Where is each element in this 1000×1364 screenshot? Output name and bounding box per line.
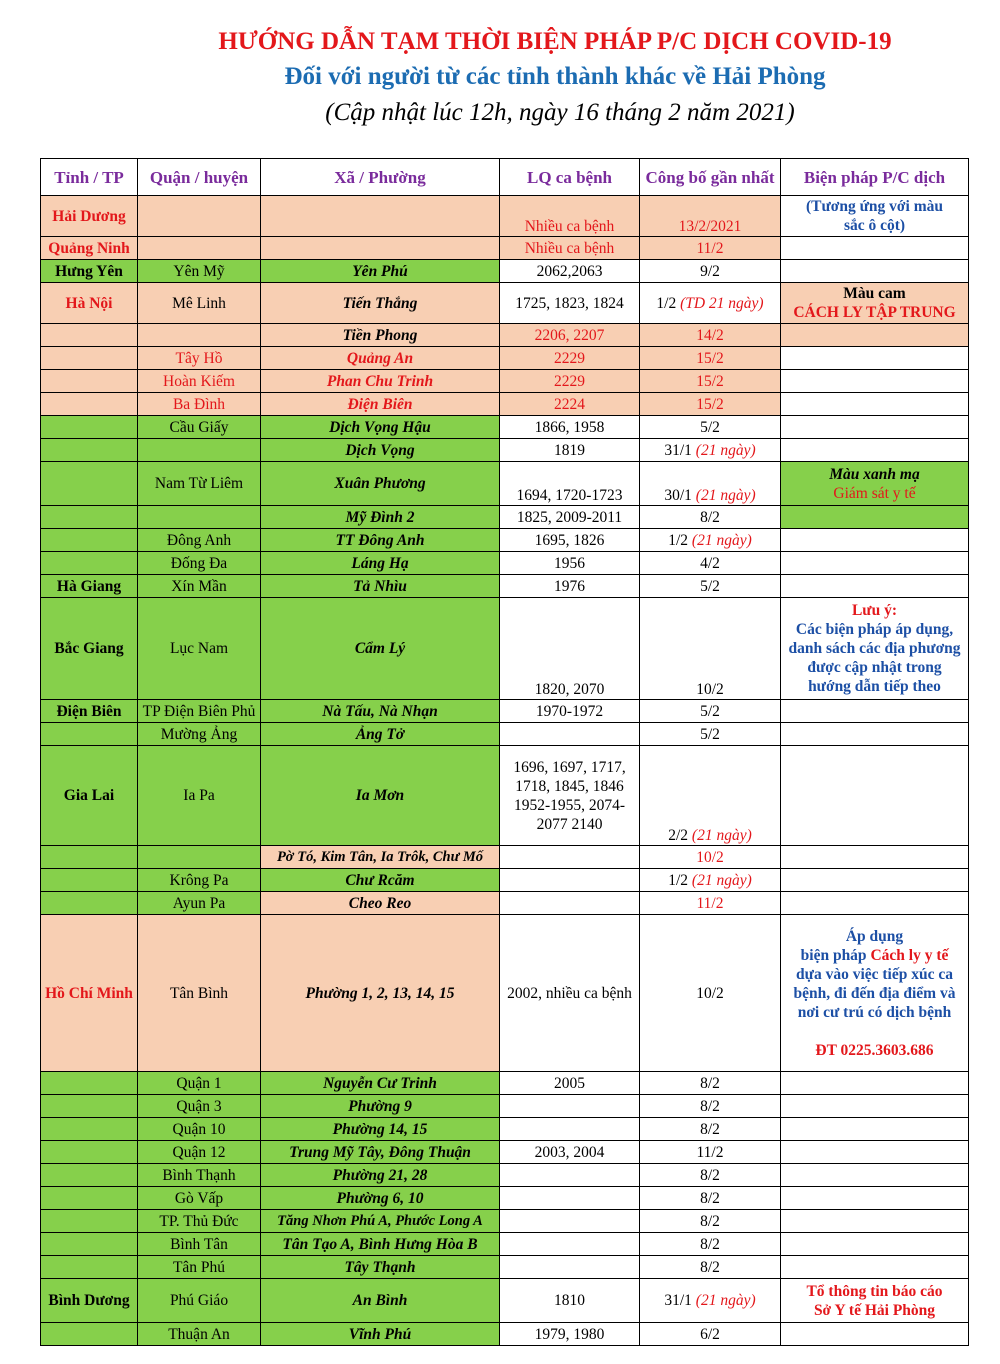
cell-province — [41, 1095, 138, 1118]
cell-province — [41, 529, 138, 552]
orange-action: CÁCH LY TẬP TRUNG — [793, 304, 956, 321]
measure-orange — [781, 283, 969, 324]
cell-date: 5/2 — [640, 723, 781, 746]
cell-district: Bình Tân — [138, 1233, 261, 1256]
cell-cases: 2005 — [500, 1072, 640, 1095]
cell-measure — [781, 237, 969, 260]
cell-district: Tân Bình — [138, 915, 261, 1072]
cell-cases — [500, 1118, 640, 1141]
cell-ward — [261, 237, 500, 260]
cell-cases: 1810 — [500, 1279, 640, 1323]
date-note: (21 ngày) — [695, 1292, 756, 1309]
cell-date: 11/2 — [640, 1141, 781, 1164]
cell-province — [41, 439, 138, 462]
cell-district: Mường Ảng — [138, 723, 261, 746]
table-row — [41, 196, 969, 237]
cell-ward: Tân Tạo A, Bình Hưng Hòa B — [261, 1233, 500, 1256]
cell-cases — [500, 1095, 640, 1118]
cell-district: Cầu Giấy — [138, 416, 261, 439]
table-row — [41, 1233, 969, 1256]
cell-district: Thuận An — [138, 1323, 261, 1346]
cell-date — [640, 462, 781, 506]
cell-district: TP. Thủ Đức — [138, 1210, 261, 1233]
cell-date — [640, 529, 781, 552]
table-row — [41, 869, 969, 892]
cell-date: 8/2 — [640, 1187, 781, 1210]
cell-province — [41, 1118, 138, 1141]
cell-ward: Nguyễn Cư Trinh — [261, 1072, 500, 1095]
cell-date — [640, 869, 781, 892]
cell-measure — [781, 700, 969, 723]
date-value: 1/2 — [668, 531, 689, 549]
cell-ward: An Bình — [261, 1279, 500, 1323]
cell-district: Bình Thạnh — [138, 1164, 261, 1187]
table-row — [41, 439, 969, 462]
table-row — [41, 1210, 969, 1233]
cell-date: 8/2 — [640, 1095, 781, 1118]
table-row — [41, 598, 969, 700]
cell-ward: Ảng Tở — [261, 723, 500, 746]
cell-date: 5/2 — [640, 575, 781, 598]
cell-province: Bình Dương — [41, 1279, 138, 1323]
cell-cases: 1695, 1826 — [500, 529, 640, 552]
cell-province — [41, 462, 138, 506]
cell-district — [138, 324, 261, 347]
cell-date: 5/2 — [640, 416, 781, 439]
cell-cases: 1694, 1720-1723 — [500, 462, 640, 506]
col-header: Công bố gần nhất — [640, 159, 781, 196]
cell-ward: Phan Chu Trinh — [261, 370, 500, 393]
date-value: 2/2 — [668, 827, 689, 844]
cell-province: Gia Lai — [41, 746, 138, 846]
cell-province — [41, 1072, 138, 1095]
cell-district: Yên Mỹ — [138, 260, 261, 283]
date-value: 1/2 — [656, 294, 677, 312]
cell-date — [640, 1279, 781, 1323]
cell-measure — [781, 347, 969, 370]
cell-ward: Quảng An — [261, 347, 500, 370]
cell-province — [41, 1323, 138, 1346]
cell-district — [138, 439, 261, 462]
cell-measure — [781, 324, 969, 347]
apply-line-1: Áp dụng — [845, 927, 904, 945]
cell-province — [41, 1210, 138, 1233]
table-row — [41, 700, 969, 723]
table-row — [41, 462, 969, 506]
cell-province — [41, 846, 138, 869]
date-note: (TD 21 ngày) — [680, 294, 764, 312]
table-row — [41, 370, 969, 393]
cell-date: 10/2 — [640, 598, 781, 700]
measure-apply — [781, 915, 969, 1072]
date-value: 1/2 — [668, 871, 689, 889]
cell-cases — [500, 1233, 640, 1256]
cell-district: Quận 1 — [138, 1072, 261, 1095]
update-time: (Cập nhật lúc 12h, ngày 16 tháng 2 năm 2021) — [325, 99, 795, 126]
cell-date — [640, 746, 781, 846]
apply-line-2: biện pháp — [800, 946, 867, 964]
table-row — [41, 529, 969, 552]
cell-date: 15/2 — [640, 370, 781, 393]
cell-ward: TT Đông Anh — [261, 529, 500, 552]
date-value: 31/1 — [664, 441, 692, 459]
cell-measure — [781, 1118, 969, 1141]
cell-ward: Dịch Vọng Hậu — [261, 416, 500, 439]
cell-district: Ia Pa — [138, 746, 261, 846]
cell-cases: 1820, 2070 — [500, 598, 640, 700]
measure-report: Tổ thông tin báo cáo Sở Y tế Hải Phòng — [781, 1279, 969, 1323]
cell-province: Hưng Yên — [41, 260, 138, 283]
table-row — [41, 1164, 969, 1187]
cell-cases — [500, 846, 640, 869]
page-title: HƯỚNG DẪN TẠM THỜI BIỆN PHÁP P/C DỊCH COVID-19 — [218, 28, 892, 55]
cell-ward: Tả Nhìu — [261, 575, 500, 598]
hotline: ĐT 0225.3603.686 — [815, 1041, 934, 1059]
cell-province — [41, 393, 138, 416]
cell-district: Mê Linh — [138, 283, 261, 324]
cell-measure — [781, 869, 969, 892]
col-header: LQ ca bệnh — [500, 159, 640, 196]
cell-district — [138, 506, 261, 529]
cell-province: Quảng Ninh — [41, 237, 138, 260]
cell-district: Hoàn Kiếm — [138, 370, 261, 393]
cell-measure — [781, 552, 969, 575]
cell-province: Hải Dương — [41, 196, 138, 237]
cell-measure — [781, 575, 969, 598]
cell-province: Hà Giang — [41, 575, 138, 598]
cell-ward — [261, 196, 500, 237]
cell-ward: Phường 9 — [261, 1095, 500, 1118]
table-row — [41, 1279, 969, 1323]
orange-title: Màu cam — [843, 285, 906, 302]
cell-cases: 1819 — [500, 439, 640, 462]
cell-measure — [781, 393, 969, 416]
cell-ward: Phường 1, 2, 13, 14, 15 — [261, 915, 500, 1072]
cell-district: Quận 12 — [138, 1141, 261, 1164]
cell-measure — [781, 439, 969, 462]
cell-ward: Cheo Reo — [261, 892, 500, 915]
col-header: Xã / Phường — [261, 159, 500, 196]
table-row — [41, 1095, 969, 1118]
cell-district: Đống Đa — [138, 552, 261, 575]
table-row — [41, 283, 969, 324]
cell-ward: Cẩm Lý — [261, 598, 500, 700]
cell-measure — [781, 846, 969, 869]
cell-ward: Trung Mỹ Tây, Đông Thuận — [261, 1141, 500, 1164]
cell-ward: Yên Phú — [261, 260, 500, 283]
cell-province — [41, 1233, 138, 1256]
cell-ward: Mỹ Đình 2 — [261, 506, 500, 529]
cell-province — [41, 1141, 138, 1164]
table-row — [41, 1118, 969, 1141]
cell-cases: 2229 — [500, 347, 640, 370]
cell-cases: 2229 — [500, 370, 640, 393]
cell-cases: 2002, nhiều ca bệnh — [500, 915, 640, 1072]
cell-district: Quận 10 — [138, 1118, 261, 1141]
cell-cases: 1825, 2009-2011 — [500, 506, 640, 529]
cell-measure — [781, 723, 969, 746]
table-row — [41, 846, 969, 869]
table-row — [41, 347, 969, 370]
cell-ward: Tiến Thắng — [261, 283, 500, 324]
table-row — [41, 746, 969, 846]
cell-cases — [500, 869, 640, 892]
cell-cases: 1696, 1697, 1717, 1718, 1845, 1846 1952-1955, 2074-2077 2140 — [500, 746, 640, 846]
cell-cases: 1725, 1823, 1824 — [500, 283, 640, 324]
cell-province — [41, 370, 138, 393]
cell-measure — [781, 1141, 969, 1164]
cell-ward: Xuân Phương — [261, 462, 500, 506]
cell-province — [41, 416, 138, 439]
note-text: Các biện pháp áp dụng, danh sách các địa phương được cập nhật trong hướng dẫn tiếp theo — [788, 621, 961, 695]
cell-ward: Phường 6, 10 — [261, 1187, 500, 1210]
cell-ward: Tiền Phong — [261, 324, 500, 347]
date-note: (21 ngày) — [691, 531, 752, 549]
cell-measure — [781, 529, 969, 552]
table-row — [41, 237, 969, 260]
cell-measure — [781, 746, 969, 846]
col-header: Biện pháp P/C dịch — [781, 159, 969, 196]
cell-ward: Phường 14, 15 — [261, 1118, 500, 1141]
table-row — [41, 723, 969, 746]
measure-green — [781, 462, 969, 506]
cell-date — [640, 439, 781, 462]
table-row — [41, 416, 969, 439]
date-value: 31/1 — [664, 1292, 692, 1309]
cell-cases: 2003, 2004 — [500, 1141, 640, 1164]
cell-ward: Pờ Tó, Kim Tân, Ia Trôk, Chư Mố — [261, 846, 500, 869]
cell-date: 10/2 — [640, 915, 781, 1072]
table-row — [41, 892, 969, 915]
cell-measure — [781, 1187, 969, 1210]
cell-date: 8/2 — [640, 1210, 781, 1233]
cell-date: 8/2 — [640, 1072, 781, 1095]
measure-legend: (Tương ứng với màu sắc ô cột) — [781, 196, 969, 237]
cell-date: 4/2 — [640, 552, 781, 575]
table-row — [41, 324, 969, 347]
cell-district: TP Điện Biên Phủ — [138, 700, 261, 723]
cell-province — [41, 723, 138, 746]
cell-measure — [781, 1072, 969, 1095]
cell-cases: Nhiều ca bệnh — [500, 237, 640, 260]
cell-cases — [500, 1164, 640, 1187]
cell-district: Gò Vấp — [138, 1187, 261, 1210]
cell-date: 15/2 — [640, 347, 781, 370]
table-row — [41, 1256, 969, 1279]
cell-date: 8/2 — [640, 1233, 781, 1256]
cell-province: Điện Biên — [41, 700, 138, 723]
cell-province — [41, 506, 138, 529]
cell-date: 5/2 — [640, 700, 781, 723]
cell-cases: 2206, 2207 — [500, 324, 640, 347]
cell-cases — [500, 1187, 640, 1210]
cell-ward: Nà Tấu, Nà Nhạn — [261, 700, 500, 723]
table-row — [41, 506, 969, 529]
cell-cases: 2224 — [500, 393, 640, 416]
cell-date: 8/2 — [640, 1118, 781, 1141]
table-row — [41, 1323, 969, 1346]
page-subtitle: Đối với người từ các tỉnh thành khác về Hải Phòng — [284, 63, 826, 90]
covid-measures-table — [40, 158, 969, 1346]
cell-date: 8/2 — [640, 1256, 781, 1279]
cell-ward: Ia Mơn — [261, 746, 500, 846]
cell-ward: Điện Biên — [261, 393, 500, 416]
cell-date: 14/2 — [640, 324, 781, 347]
cell-district: Tây Hồ — [138, 347, 261, 370]
cell-district — [138, 237, 261, 260]
cell-date: 8/2 — [640, 1164, 781, 1187]
cell-measure — [781, 1210, 969, 1233]
cell-district: Lục Nam — [138, 598, 261, 700]
cell-district — [138, 846, 261, 869]
cell-district: Phú Giáo — [138, 1279, 261, 1323]
cell-date — [640, 283, 781, 324]
cell-cases: 1976 — [500, 575, 640, 598]
table-row — [41, 1141, 969, 1164]
cell-ward: Tăng Nhơn Phú A, Phước Long A — [261, 1210, 500, 1233]
table-row — [41, 393, 969, 416]
cell-cases: Nhiều ca bệnh — [500, 196, 640, 237]
green-action: Giám sát y tế — [833, 484, 916, 502]
table-row — [41, 1187, 969, 1210]
cell-province — [41, 1187, 138, 1210]
cell-cases — [500, 1256, 640, 1279]
cell-district: Ayun Pa — [138, 892, 261, 915]
cell-date: 9/2 — [640, 260, 781, 283]
date-note: (21 ngày) — [695, 487, 756, 504]
cell-district: Nam Từ Liêm — [138, 462, 261, 506]
green-title: Màu xanh mạ — [829, 465, 920, 483]
cell-ward: Phường 21, 28 — [261, 1164, 500, 1187]
cell-measure — [781, 1164, 969, 1187]
table-row — [41, 260, 969, 283]
table-header — [41, 159, 969, 196]
cell-measure — [781, 1095, 969, 1118]
cell-date: 8/2 — [640, 506, 781, 529]
note-title: Lưu ý: — [851, 602, 898, 619]
table-row — [41, 1072, 969, 1095]
col-header: Tỉnh / TP — [41, 159, 138, 196]
cell-district: Quận 3 — [138, 1095, 261, 1118]
cell-province — [41, 324, 138, 347]
cell-ward: Dịch Vọng — [261, 439, 500, 462]
cell-date: 15/2 — [640, 393, 781, 416]
measure-note — [781, 598, 969, 700]
cell-date: 10/2 — [640, 846, 781, 869]
cell-cases — [500, 892, 640, 915]
cell-date: 11/2 — [640, 237, 781, 260]
cell-province — [41, 869, 138, 892]
cell-province: Hồ Chí Minh — [41, 915, 138, 1072]
cell-ward: Láng Hạ — [261, 552, 500, 575]
table-row — [41, 575, 969, 598]
cell-date: 6/2 — [640, 1323, 781, 1346]
cell-cases: 2062,2063 — [500, 260, 640, 283]
date-value: 30/1 — [664, 487, 692, 504]
cell-measure — [781, 260, 969, 283]
cell-cases: 1956 — [500, 552, 640, 575]
cell-date: 11/2 — [640, 892, 781, 915]
cell-district: Krông Pa — [138, 869, 261, 892]
cell-province — [41, 347, 138, 370]
apply-quarantine: Cách ly y tế — [870, 946, 949, 964]
cell-province — [41, 1164, 138, 1187]
cell-measure — [781, 892, 969, 915]
cell-cases — [500, 1210, 640, 1233]
table-row — [41, 552, 969, 575]
cell-measure — [781, 506, 969, 529]
cell-district — [138, 196, 261, 237]
apply-detail: dựa vào việc tiếp xúc ca bệnh, đi đến địa điểm và nơi cư trú có dịch bệnh — [793, 965, 956, 1021]
cell-province — [41, 552, 138, 575]
cell-district: Đông Anh — [138, 529, 261, 552]
cell-measure — [781, 1256, 969, 1279]
cell-cases: 1866, 1958 — [500, 416, 640, 439]
cell-province — [41, 1256, 138, 1279]
col-header: Quận / huyện — [138, 159, 261, 196]
cell-cases: 1970-1972 — [500, 700, 640, 723]
date-note: (21 ngày) — [695, 441, 756, 459]
cell-date: 13/2/2021 — [640, 196, 781, 237]
date-note: (21 ngày) — [691, 871, 752, 889]
cell-cases: 1979, 1980 — [500, 1323, 640, 1346]
date-note: (21 ngày) — [691, 827, 752, 844]
cell-measure — [781, 416, 969, 439]
cell-ward: Chư Rcăm — [261, 869, 500, 892]
cell-measure — [781, 1323, 969, 1346]
cell-cases — [500, 723, 640, 746]
cell-district: Ba Đình — [138, 393, 261, 416]
cell-province: Hà Nội — [41, 283, 138, 324]
cell-measure — [781, 1233, 969, 1256]
cell-district: Xín Mần — [138, 575, 261, 598]
table-row — [41, 915, 969, 1072]
cell-district: Tân Phú — [138, 1256, 261, 1279]
cell-measure — [781, 370, 969, 393]
cell-province: Bắc Giang — [41, 598, 138, 700]
cell-province — [41, 892, 138, 915]
cell-ward: Vĩnh Phú — [261, 1323, 500, 1346]
cell-ward: Tây Thạnh — [261, 1256, 500, 1279]
